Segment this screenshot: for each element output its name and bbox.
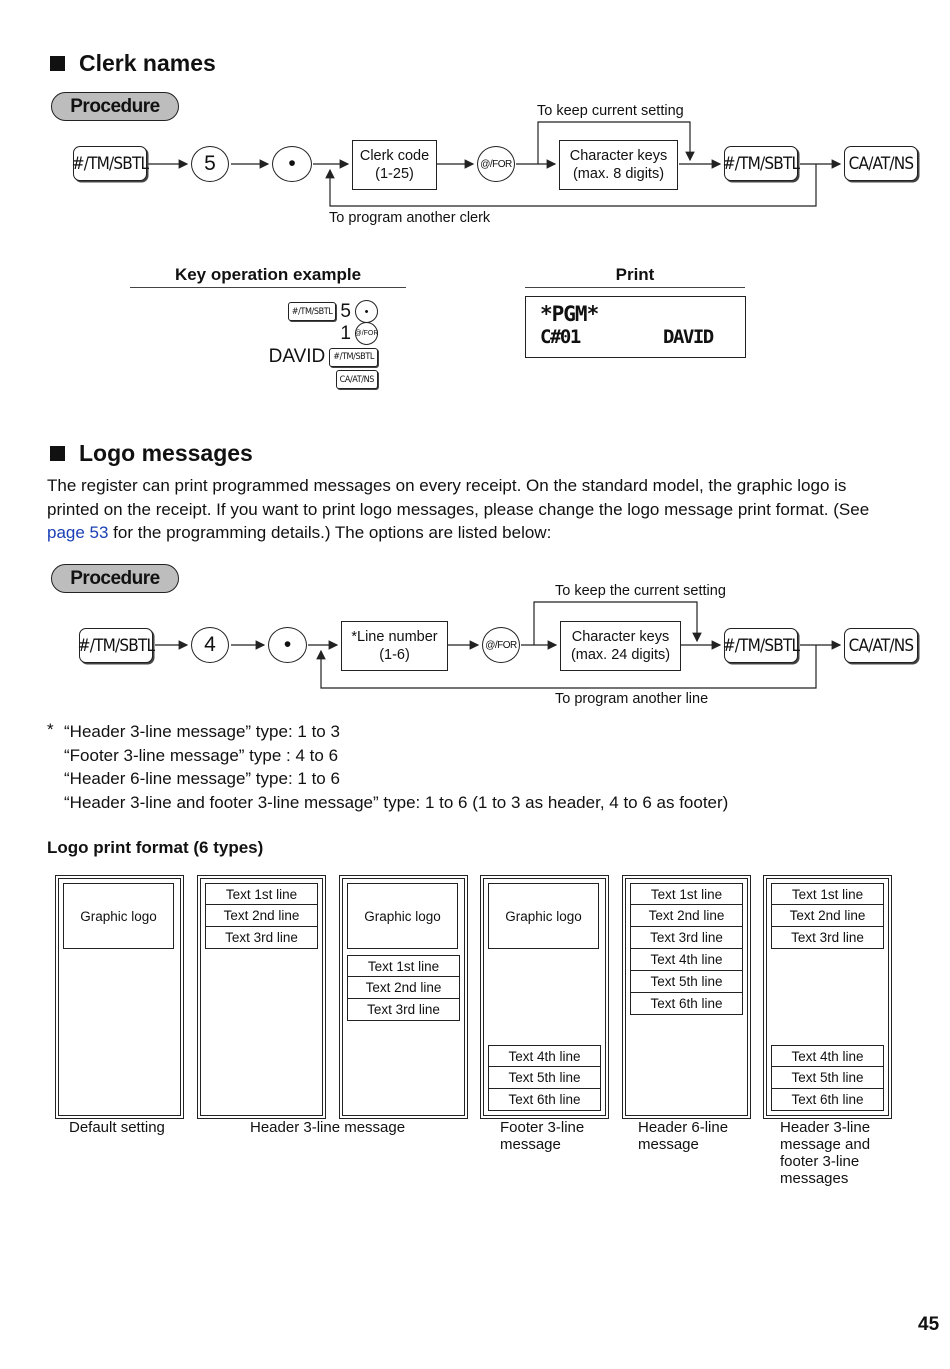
caption-header-3-line: Header 3-line message bbox=[250, 1119, 406, 1136]
another-line-note: To program another line bbox=[555, 691, 709, 707]
mini-tm-sbtl-key: #/TM/SBTL bbox=[288, 302, 337, 321]
format-header-and-footer bbox=[766, 878, 889, 1116]
text-line-3: Text 3rd line bbox=[771, 927, 884, 949]
decimal-point-key: • bbox=[268, 627, 307, 663]
text-line-4: Text 4th line bbox=[630, 949, 743, 971]
footnote-item: “Footer 3-line message” type : 4 to 6 bbox=[64, 745, 339, 765]
text-line-2: Text 2nd line bbox=[347, 977, 460, 999]
clerk-names-title: Clerk names bbox=[79, 50, 216, 76]
example-text-david: DAVID bbox=[268, 346, 326, 367]
text-line-1: Text 1st line bbox=[630, 883, 743, 905]
key-operation-heading: Key operation example bbox=[130, 265, 406, 288]
ca-at-ns-key: CA/AT/NS bbox=[844, 146, 918, 181]
tm-sbtl-key-end: #/TM/SBTL bbox=[724, 146, 798, 181]
caption-line: Header 3-line bbox=[780, 1119, 871, 1136]
footnote-item: “Header 3-line and footer 3-line message” type: 1 to 6 (1 to 3 as header, 4 to 6 as footer) bbox=[64, 792, 729, 812]
caption-header-and-footer bbox=[780, 1119, 870, 1187]
text-line-6: Text 6th line bbox=[771, 1089, 884, 1111]
text-line-5: Text 5th line bbox=[630, 971, 743, 993]
logo-procedure-badge: Procedure bbox=[51, 564, 179, 593]
mini-tm-sbtl-key-2: #/TM/SBTL bbox=[329, 348, 378, 367]
keep-setting-note: To keep current setting bbox=[537, 103, 684, 119]
footnote-item: “Header 3-line message” type: 1 to 3 bbox=[64, 722, 340, 741]
graphic-logo-area: Graphic logo bbox=[488, 883, 599, 949]
caption-line: message bbox=[500, 1136, 561, 1153]
text-line-4: Text 4th line bbox=[488, 1045, 601, 1067]
four-key: 4 bbox=[191, 627, 229, 663]
mini-for-key: @/FOR bbox=[355, 322, 378, 345]
ca-at-ns-key: CA/AT/NS bbox=[844, 628, 918, 663]
character-keys-limit: (max. 8 digits) bbox=[572, 166, 665, 182]
caption-default: Default setting bbox=[69, 1119, 165, 1136]
text-line-5: Text 5th line bbox=[488, 1067, 601, 1089]
line-number-range: (1-6) bbox=[379, 647, 410, 663]
another-clerk-note: To program another clerk bbox=[329, 210, 491, 226]
example-number-5: 5 bbox=[340, 300, 351, 322]
tm-sbtl-key-end: #/TM/SBTL bbox=[724, 628, 798, 663]
caption-line: messages bbox=[780, 1170, 849, 1187]
print-heading: Print bbox=[525, 265, 745, 288]
paragraph-line-1: The register can print programmed messages on every receipt. On the standard model, the graphic logo is bbox=[47, 476, 847, 495]
example-number-1: 1 bbox=[340, 322, 351, 344]
text-line-1: Text 1st line bbox=[205, 883, 318, 905]
text-line-6: Text 6th line bbox=[630, 993, 743, 1015]
five-key: 5 bbox=[191, 146, 229, 182]
caption-header-6-line bbox=[638, 1119, 728, 1153]
print-clerk-number: C#01 bbox=[540, 326, 580, 348]
tm-sbtl-key: #/TM/SBTL bbox=[73, 146, 147, 181]
print-pgm-line: *PGM* bbox=[540, 302, 599, 326]
clerk-procedure-badge: Procedure bbox=[51, 92, 179, 121]
format-header-6-line bbox=[625, 878, 748, 1116]
text-line-2: Text 2nd line bbox=[771, 905, 884, 927]
format-default-setting bbox=[58, 878, 181, 1116]
caption-line: message and bbox=[780, 1136, 871, 1153]
footnote-list bbox=[64, 720, 728, 814]
graphic-logo-area: Graphic logo bbox=[63, 883, 174, 949]
caption-line: Header 6-line bbox=[638, 1119, 729, 1136]
character-keys-limit: (max. 24 digits) bbox=[570, 647, 671, 663]
text-line-5: Text 5th line bbox=[771, 1067, 884, 1089]
mini-ca-at-ns-key: CA/AT/NS bbox=[336, 370, 378, 389]
line-number-box bbox=[341, 621, 448, 671]
page-number: 45 bbox=[918, 1314, 940, 1335]
text-line-2: Text 2nd line bbox=[205, 905, 318, 927]
decimal-point-key: • bbox=[272, 146, 312, 182]
caption-line: message bbox=[638, 1136, 699, 1153]
text-line-3: Text 3rd line bbox=[630, 927, 743, 949]
tm-sbtl-key: #/TM/SBTL bbox=[79, 628, 153, 663]
format-heading: Logo print format (6 types) bbox=[47, 838, 264, 857]
text-line-2: Text 2nd line bbox=[630, 905, 743, 927]
text-line-4: Text 4th line bbox=[771, 1045, 884, 1067]
line-number-label: *Line number bbox=[351, 629, 438, 645]
text-line-3: Text 3rd line bbox=[347, 999, 460, 1021]
format-footer-3-line bbox=[483, 878, 606, 1116]
text-line-6: Text 6th line bbox=[488, 1089, 601, 1111]
clerk-code-range: (1-25) bbox=[375, 166, 414, 182]
paragraph-line-2: printed on the receipt. If you want to print logo messages, please change the logo message print format. (See bbox=[47, 499, 870, 519]
format-header-3-line-a bbox=[200, 878, 323, 1116]
text-line-1: Text 1st line bbox=[771, 883, 884, 905]
for-key: @/FOR bbox=[482, 627, 520, 663]
footnote-item: “Header 6-line message” type: 1 to 6 bbox=[64, 769, 340, 788]
text-line-1: Text 1st line bbox=[347, 955, 460, 977]
format-header-3-line-b bbox=[342, 878, 465, 1116]
character-keys-label: Character keys bbox=[571, 629, 670, 645]
clerk-code-label: Clerk code bbox=[359, 148, 430, 164]
character-keys-box bbox=[560, 621, 681, 671]
caption-footer-3-line bbox=[500, 1119, 584, 1153]
caption-line: footer 3-line bbox=[780, 1153, 860, 1170]
text-line-3: Text 3rd line bbox=[205, 927, 318, 949]
footnote-mark: * bbox=[47, 720, 54, 739]
for-key: @/FOR bbox=[477, 146, 515, 182]
print-clerk-name: DAVID bbox=[663, 326, 713, 348]
logo-messages-title: Logo messages bbox=[79, 440, 253, 466]
caption-line: Footer 3-line bbox=[500, 1119, 585, 1136]
mini-decimal-key: • bbox=[355, 300, 378, 323]
paragraph-line-3-text: for the programming details.) The options are listed below: bbox=[108, 523, 552, 542]
page-53-link[interactable]: page 53 bbox=[47, 523, 109, 542]
graphic-logo-area: Graphic logo bbox=[347, 883, 458, 949]
keep-setting-note: To keep the current setting bbox=[555, 583, 726, 599]
character-keys-label: Character keys bbox=[569, 148, 668, 164]
